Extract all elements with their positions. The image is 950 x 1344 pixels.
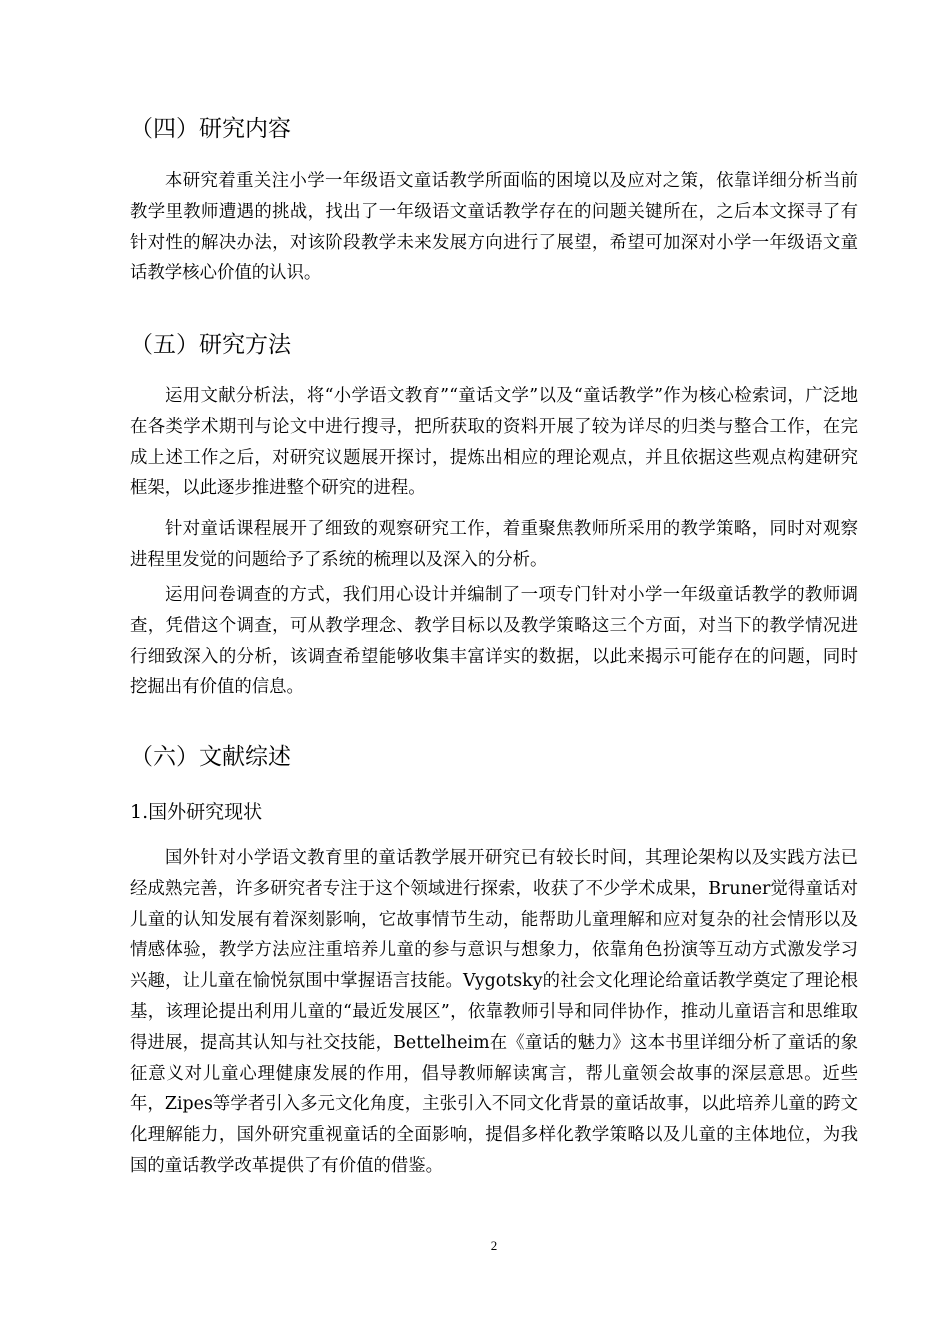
section-heading-research-content: （四）研究内容 bbox=[130, 116, 291, 142]
section-heading-literature-review: （六）文献综述 bbox=[130, 744, 291, 770]
section-heading-research-methods: （五）研究方法 bbox=[130, 332, 291, 358]
paragraph-research-content: 本研究着重关注小学一年级语文童话教学所面临的困境以及应对之策，依靠详细分析当前教学里教师遭遇的挑战，找出了一年级语文童话教学存在的问题关键所在，之后本文探寻了有针对性的解决办法，对该阶段教学未来发展方向进行了展望，希望可加深对小学一年级语文童话教学核心价值的认识。 bbox=[130, 171, 858, 284]
page-number: 2 bbox=[490, 1238, 498, 1253]
paragraph-foreign-research: 国外针对小学语文教育里的童话教学展开研究已有较长时间，其理论架构以及实践方法已经成熟完善，许多研究者专注于这个领域进行探索，收获了不少学术成果，Bruner觉得童话对儿童的认知发展有着深刻影响，它故事情节生动，能帮助儿童理解和应对复杂的社会情形以及情感体验，教学方法应注重培养儿童的参与意识与想象力，依靠角色扮演等互动方式激发学习兴趣，让儿童在愉悦氛围中掌握语言技能。Vygotsky的社会文化理论给童话教学奠定了理论根基，该理论提出利用儿童的“最近发展区”，依靠教师引导和同伴协作，推动儿童语言和思维取得进展，提高其认知与社交技能，Bettelheim在《童话的魅力》这本书里详细分析了童话的象征意义对儿童心理健康发展的作用，倡导教师解读寓言，帮儿童领会故事的深层意思。近些年，Zipes等学者引入多元文化角度，主张引入不同文化背景的童话故事，以此培养儿童的跨文化理解能力，国外研究重视童话的全面影响，提倡多样化教学策略以及儿童的主体地位，为我国的童话教学改革提供了有价值的借鉴。 bbox=[130, 848, 858, 1176]
document-page bbox=[130, 0, 858, 1344]
subheading-foreign-research: 1.国外研究现状 bbox=[130, 801, 263, 823]
paragraph-observation-study: 针对童话课程展开了细致的观察研究工作，着重聚焦教师所采用的教学策略，同时对观察进程里发觉的问题给予了系统的梳理以及深入的分析。 bbox=[130, 519, 858, 570]
paragraph-literature-analysis: 运用文献分析法，将“小学语文教育”“童话文学”以及“童话教学”作为核心检索词，广泛地在各类学术期刊与论文中进行搜寻，把所获取的资料开展了较为详尽的归类与整合工作，在完成上述工作之后，对研究议题展开探讨，提炼出相应的理论观点，并且依据这些观点构建研究框架，以此逐步推进整个研究的进程。 bbox=[130, 386, 858, 499]
paragraph-questionnaire-survey: 运用问卷调查的方式，我们用心设计并编制了一项专门针对小学一年级童话教学的教师调查，凭借这个调查，可从教学理念、教学目标以及教学策略这三个方面，对当下的教学情况进行细致深入的分析，该调查希望能够收集丰富详实的数据，以此来揭示可能存在的问题，同时挖掘出有价值的信息。 bbox=[130, 585, 858, 698]
